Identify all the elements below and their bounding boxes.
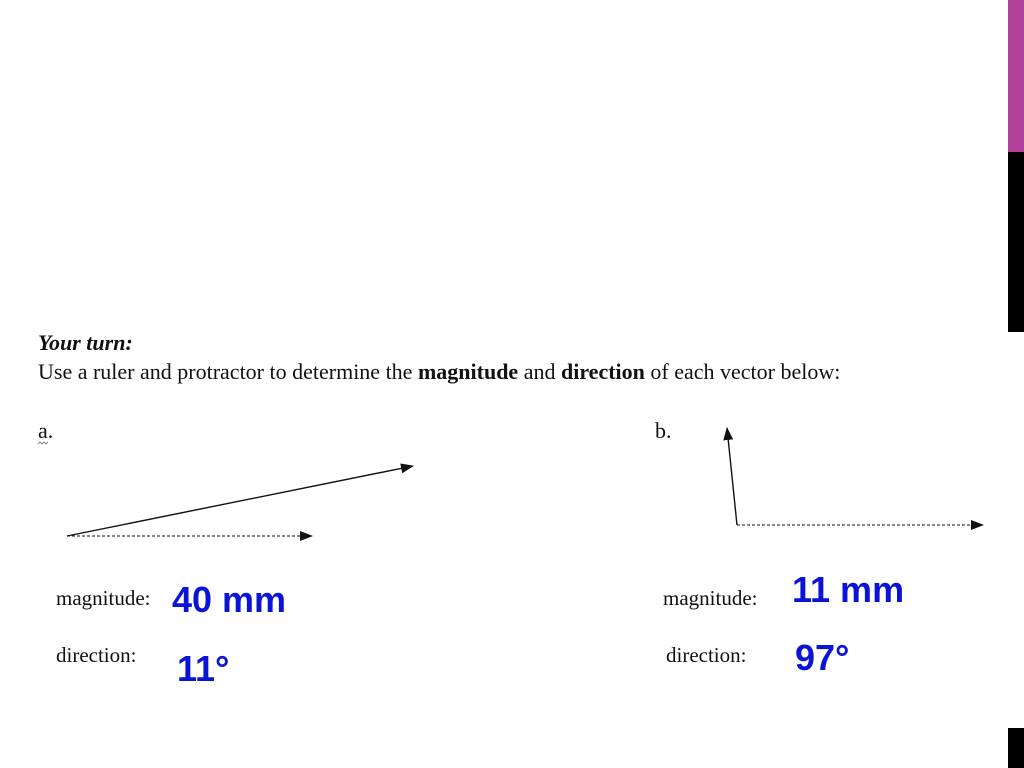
problem-b-magnitude-label: magnitude: <box>663 586 758 610</box>
problem-a-magnitude-label: magnitude: <box>56 586 151 610</box>
problem-b-magnitude-answer: 11 mm <box>792 569 905 610</box>
instruction-bold-direction: direction <box>560 359 645 384</box>
instruction-after: of each vector below: <box>644 359 841 384</box>
problem-b-direction-label: direction: <box>666 643 747 667</box>
vector-a-arrow <box>67 466 413 536</box>
page-title: Your turn: <box>38 330 133 355</box>
instruction-bold-magnitude: magnitude <box>417 359 519 384</box>
problem-a-direction-label: direction: <box>56 643 137 667</box>
problem-a-magnitude-answer: 40 mm <box>172 579 287 620</box>
problem-b-direction-answer: 97° <box>795 637 850 678</box>
problem-a-direction-answer: 11° <box>177 648 230 689</box>
problem-a-label: a. <box>38 418 54 443</box>
problem-b-label: b. <box>655 418 672 443</box>
vector-b-arrow <box>727 428 737 525</box>
instruction-middle: and <box>518 359 561 384</box>
instruction-before: Use a ruler and protractor to determine the <box>38 359 418 384</box>
